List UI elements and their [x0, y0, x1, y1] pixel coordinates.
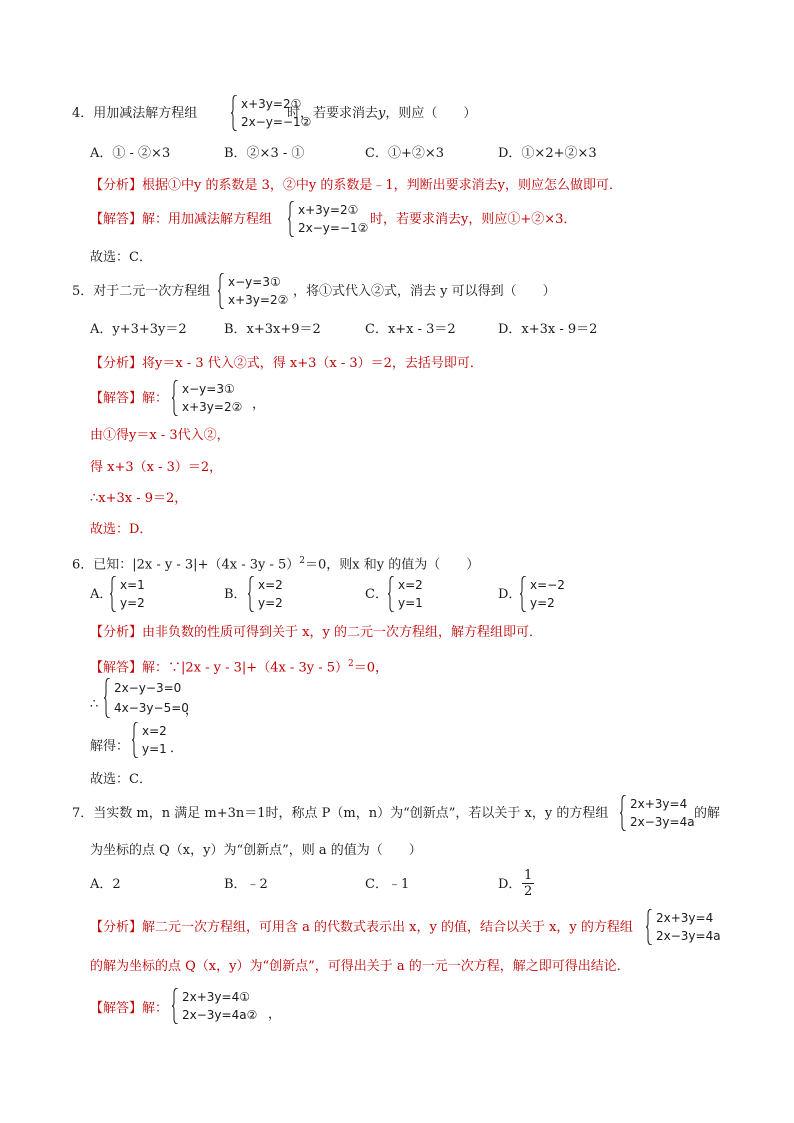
option-d: D．①×2+②×3: [498, 146, 597, 161]
option-c-system: [388, 576, 423, 612]
equation-row: x=1: [120, 578, 145, 592]
option-c-label: C．: [365, 587, 388, 602]
q5-analysis: [90, 355, 483, 373]
answer-text: 解：: [142, 1001, 169, 1016]
q5-answer: [90, 390, 168, 408]
exponent: 2: [299, 556, 305, 566]
q4-choice: 故选：C．: [90, 250, 152, 265]
therefore-symbol: ∴: [90, 697, 99, 712]
equation-row: y=1: [398, 596, 423, 610]
q7-answer-system: [172, 988, 257, 1024]
option-b: B．x+3x+9＝2: [224, 322, 321, 337]
option-d: D．x+3x - 9＝2: [498, 322, 598, 337]
equation-row: 2x−3y=4a②: [182, 1008, 258, 1022]
equation-row: 2x+3y=4: [656, 911, 714, 925]
q6-answer: [90, 655, 388, 677]
q7-stem: 7．当实数 m，n 满足 m+3n＝1时，称点 P（m，n）为“创新点”，若以关于 x，y 的方程组: [72, 806, 609, 821]
equation-row: 4x−3y−5=0: [114, 701, 189, 715]
q5-step-3: ∴x+3x - 9＝2，: [90, 491, 188, 506]
q5-stem-tail: ，将①式代入②式，消去 y 可以得到（ ）: [293, 284, 556, 299]
stem-text: ＝0，则x 和y 的值为（ ）: [305, 557, 480, 573]
q6-stem: [72, 552, 479, 574]
option-b-label: B．: [224, 587, 247, 602]
answer-text: ＝0，: [353, 660, 389, 676]
equation-row: y=2: [530, 596, 555, 610]
analysis-tag: 【分析】: [90, 920, 143, 935]
answer-text: 解：用加减法解方程组: [142, 212, 273, 227]
period: ．: [170, 741, 184, 756]
option-a: A．y+3+3y＝2: [90, 322, 187, 337]
q4-analysis: [90, 177, 622, 195]
q7-answer: [90, 1000, 168, 1018]
equation-row: x+3y=2②: [228, 293, 289, 307]
comma: ，: [252, 397, 266, 412]
answer-text: 解：∵|2x - y - 3|+（4x - 3y - 5）: [142, 660, 349, 676]
equation-row: y=1: [142, 742, 167, 756]
analysis-text: 将y＝x - 3 代入②式，得 x+3（x - 3）＝2，去括号即可．: [142, 356, 483, 371]
numerator: 1: [524, 868, 533, 883]
solve-label: 解得：: [90, 739, 130, 754]
answer-text: 解：: [142, 391, 169, 406]
equation-row: 2x+3y=4①: [182, 990, 250, 1004]
stem-text: ，则应（ ）: [385, 106, 477, 121]
option-d-system: [520, 576, 565, 612]
equation-row: 2x−y−3=0: [114, 681, 182, 695]
q4-answer: [90, 211, 272, 229]
q4-stem-text: 4．用加减法解方程组: [72, 106, 198, 121]
brace-icon: [288, 201, 295, 237]
option-c: C．①+②×3: [365, 146, 445, 161]
q5-step-2: 得 x+3（x - 3）＝2，: [90, 460, 223, 475]
option-b-system: [248, 576, 283, 612]
brace-icon: [646, 909, 653, 945]
equation-row: y=2: [258, 596, 283, 610]
equation-row: x+3y=2①: [298, 203, 359, 217]
analysis-text: 解二元一次方程组，可用含 a 的代数式表示出 x，y 的值，结合以关于 x，y 的方程组: [142, 920, 633, 935]
equation-row: 2x+3y=4: [630, 797, 688, 811]
option-b: B．﹣2: [224, 877, 268, 892]
q6-choice: 故选：C．: [90, 772, 152, 787]
option-d-label: D．: [498, 587, 522, 602]
option-c: C．x+x - 3＝2: [365, 322, 456, 337]
equation-row: 2x−3y=4a: [656, 929, 721, 943]
q5-answer-system: [172, 380, 242, 416]
analysis-text: 由非负数的性质可得到关于 x，y 的二元一次方程组，解方程组即可．: [142, 625, 542, 640]
option-d-fraction: [522, 868, 534, 899]
q4-stem-tail: [287, 105, 476, 123]
q6-answer-system: [104, 678, 189, 718]
brace-icon: [620, 795, 627, 831]
brace-icon: [172, 988, 179, 1024]
equation-row: 2x−3y=4a: [630, 815, 695, 829]
q7-equation-system: [620, 795, 695, 831]
equation-row: x=2: [142, 724, 167, 738]
equation-row: x+3y=2②: [182, 400, 243, 414]
equation-row: x=2: [398, 578, 423, 592]
comma: ，: [185, 703, 199, 718]
variable: y: [378, 106, 386, 121]
q5-equation-system: [218, 273, 288, 309]
option-c: C．﹣1: [365, 877, 410, 892]
brace-icon: [132, 722, 139, 758]
analysis-tag: 【分析】: [90, 178, 143, 193]
q6-solution-system: [132, 722, 167, 758]
option-a: A．2: [90, 877, 121, 892]
option-a: A．① - ②×3: [90, 146, 171, 161]
stem-text: 时，若要求消去: [287, 106, 379, 121]
q5-choice: 故选：D．: [90, 522, 153, 537]
answer-tag: 【解答】: [90, 391, 143, 406]
equation-row: 2x−y=−1②: [298, 221, 369, 235]
analysis-tag: 【分析】: [90, 625, 143, 640]
comma: ，: [268, 1007, 282, 1022]
option-b: B．②×3 - ①: [224, 146, 305, 161]
equation-row: y=2: [120, 596, 145, 610]
q7-analysis-line-2: 的解为坐标的点 Q（x，y）为“创新点”，可得出关于 a 的一元一次方程，解之即可得出结论．: [90, 959, 630, 974]
brace-icon: [172, 380, 179, 416]
stem-text: 6．已知：|2x - y - 3|+（4x - 3y - 5）: [72, 557, 300, 573]
q5-step-1: 由①得y＝x - 3代入②，: [90, 428, 230, 443]
q4-answer-tail: 时，若要求消去y，则应①+②×3．: [370, 212, 577, 227]
analysis-tag: 【分析】: [90, 356, 143, 371]
equation-row: x−y=3①: [182, 382, 235, 396]
brace-icon: [110, 576, 117, 612]
q6-analysis: [90, 624, 542, 642]
analysis-text: 根据①中y 的系数是 3，②中y 的系数是﹣1，判断出要求消去y，则应怎么做即可．: [142, 178, 622, 193]
brace-icon: [218, 273, 225, 309]
answer-tag: 【解答】: [90, 1001, 143, 1016]
brace-icon: [231, 95, 238, 131]
option-a-system: [110, 576, 145, 612]
q4-stem: [72, 105, 197, 123]
denominator: 2: [524, 884, 533, 899]
equation-row: x=2: [258, 578, 283, 592]
brace-icon: [104, 678, 111, 718]
q4-answer-system: [288, 201, 368, 237]
equation-row: x+3y=2①: [241, 97, 302, 111]
q7-stem-line-2: 为坐标的点 Q（x，y）为“创新点”，则 a 的值为（ ）: [90, 843, 422, 858]
brace-icon: [520, 576, 527, 612]
answer-tag: 【解答】: [90, 660, 143, 676]
brace-icon: [248, 576, 255, 612]
q5-stem: 5．对于二元一次方程组: [72, 284, 211, 299]
q7-analysis: [90, 919, 633, 937]
q7-analysis-system: [646, 909, 721, 945]
exponent: 2: [348, 659, 354, 669]
equation-row: x=−2: [530, 578, 565, 592]
option-d-label: D．: [498, 877, 522, 892]
option-a-label: A．: [90, 587, 113, 602]
q7-stem-tail: 的解: [694, 806, 721, 821]
equation-row: x−y=3①: [228, 275, 281, 289]
brace-icon: [388, 576, 395, 612]
answer-tag: 【解答】: [90, 212, 143, 227]
equation-row: 2x−y=−1②: [241, 115, 312, 129]
